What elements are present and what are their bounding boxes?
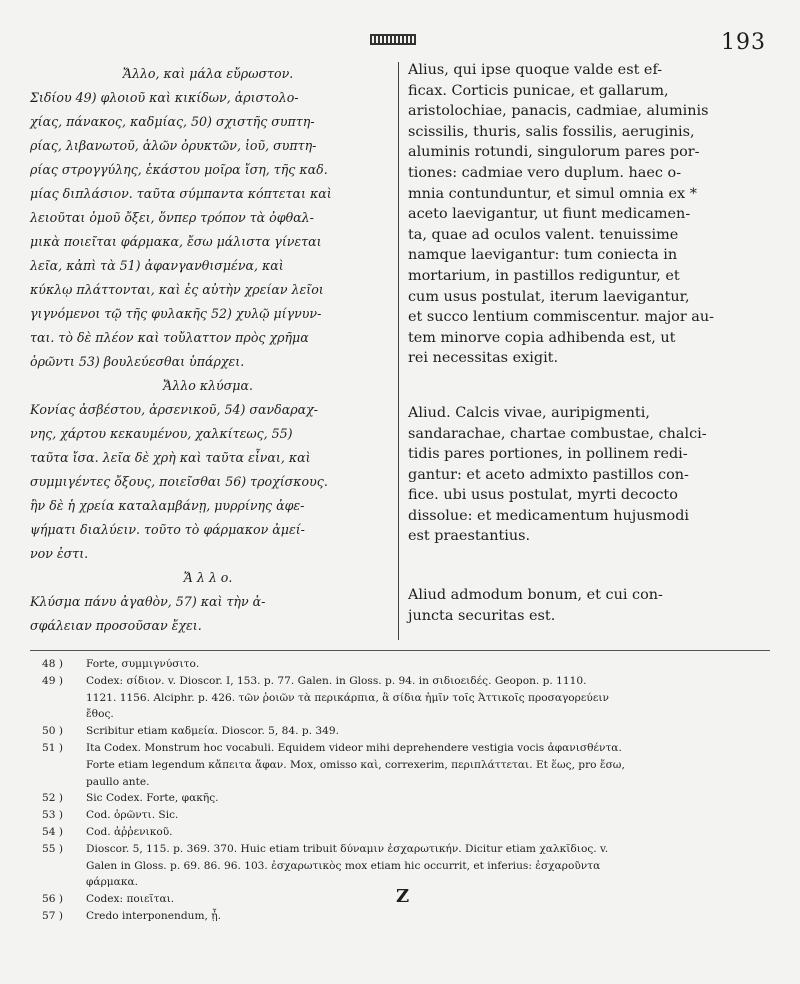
footnote-line: Forte, συμμιγνύσιτο. <box>86 658 200 670</box>
latin-section3-body <box>408 585 770 626</box>
greek-line: μικὰ ποιεῖται φάρμακα, ἔσω μάλιστα γίνεται <box>30 234 322 249</box>
latin-line: scissilis, thuris, salis fossilis, aeruginis, <box>408 123 695 140</box>
footnote-text <box>86 656 777 673</box>
greek-line: σφάλειαν προσοῦσαν ἔχει. <box>30 618 202 633</box>
column-divider <box>398 62 399 640</box>
footnote <box>42 790 777 807</box>
latin-line: aristolochiae, panacis, cadmiae, aluminis <box>408 103 709 120</box>
header-ornament <box>370 34 416 45</box>
footnote <box>42 891 777 908</box>
greek-line: ρίας, λιβανωτοῦ, ἁλῶν ὀρυκτῶν, ἰοῦ, συπτη- <box>30 138 317 153</box>
footnote-number: 54 ) <box>42 825 63 838</box>
greek-line: ται. τὸ δὲ πλέον καὶ τοὔλαττον πρὸς χρῆμα <box>30 330 309 345</box>
latin-line: gantur: et aceto admixto pastillos con- <box>408 466 689 483</box>
greek-line: λεῖα, κἀπὶ τὰ 51) ἀφανγανθισμένα, καὶ <box>30 258 284 273</box>
footnote-text <box>86 824 777 841</box>
footnote-line: 1121. 1156. Alciphr. p. 426. τῶν ῥοιῶν τὰ περικάρπια, ἃ σίδια ἡμῖν τοῖς Ἀττικοῖς προσαγορεύειν <box>86 691 609 704</box>
latin-line: dissolue: et medicamentum hujusmodi <box>408 507 690 524</box>
greek-line: ὁρῶντι 53) βουλεύεσθαι ὑπάρχει. <box>30 354 245 369</box>
footnote <box>42 841 777 891</box>
footnote-number: 49 ) <box>42 674 63 687</box>
greek-section2-body <box>30 398 386 566</box>
latin-line: ta, quae ad oculos valent. tenuissime <box>408 226 679 243</box>
latin-line: mortarium, in pastillos rediguntur, et <box>408 267 680 284</box>
latin-line: Alius, qui ipse quoque valde est ef- <box>408 62 663 78</box>
latin-line: sandarachae, chartae combustae, chalci- <box>408 425 707 442</box>
latin-section1-body <box>408 60 770 369</box>
latin-line: et succo lentium commiscentur. major au- <box>408 309 715 326</box>
footnote-line: Ita Codex. Monstrum hoc vocabuli. Equidem videor mihi deprehendere vestigia vocis ἀφανισθέντα. <box>86 741 622 754</box>
greek-section1-title: Ἄλλο, καὶ μάλα εὔρωστον. <box>122 66 294 81</box>
footnote-text <box>86 673 777 723</box>
footnote-line: Galen in Gloss. p. 69. 86. 96. 103. ἐσχαρωτικὸς mox etiam hic occurrit, et inferius: ἐσχαροῦντα <box>86 859 601 872</box>
footnote <box>42 740 777 790</box>
footnote-text <box>86 841 777 891</box>
footnote <box>42 673 777 723</box>
footnote-line: paullo ante. <box>86 775 150 788</box>
greek-line: Κονίας ἀσβέστου, ἀρσενικοῦ, 54) σανδαραχ- <box>30 402 319 417</box>
footnote <box>42 824 777 841</box>
signature-mark: Z <box>396 886 410 907</box>
latin-line: rei necessitas exigit. <box>408 350 559 367</box>
latin-line: aceto laevigantur, ut fiunt medicamen- <box>408 206 691 223</box>
latin-line: est praestantius. <box>408 528 531 545</box>
greek-line: γιγνόμενοι τῷ τῆς φυλακῆς 52) χυλῷ μίγνυν- <box>30 306 322 321</box>
footnote <box>42 723 777 740</box>
latin-section2-body <box>408 403 770 547</box>
greek-section3-body <box>30 590 386 638</box>
greek-line: ταῦτα ἴσα. λεῖα δὲ χρὴ καὶ ταῦτα εἶναι, καὶ <box>30 450 311 465</box>
footnote-line: Codex: ποιεῖται. <box>86 893 175 906</box>
footnotes <box>42 656 777 925</box>
footnote-line: Credo interponendum, ᾖ. <box>86 909 221 922</box>
latin-line: mnia contunduntur, et simul omnia ex * <box>408 185 697 202</box>
greek-line: συμμιγέντες ὄξους, ποιεῖσθαι 56) τροχίσκους. <box>30 474 328 489</box>
footnote-text <box>86 723 777 740</box>
footnote-line: Dioscor. 5, 115. p. 369. 370. Huic etiam tribuit δύναμιν ἐσχαρωτικήν. Dicitur etiam χαλκῖδιος. v. <box>86 842 609 855</box>
footnote <box>42 656 777 673</box>
footnote-number: 57 ) <box>42 909 63 922</box>
footnote-number: 53 ) <box>42 809 63 822</box>
latin-line: tiones: cadmiae vero duplum. haec o- <box>408 164 682 181</box>
greek-line: ρίας στρογγύλης, ἑκάστου μοῖρα ἴση, τῆς καδ. <box>30 162 328 177</box>
footnote-number: 55 ) <box>42 842 63 855</box>
greek-line: Σιδίου 49) φλοιοῦ καὶ κικίδων, ἀριστολο- <box>30 90 299 105</box>
greek-line: κύκλῳ πλάττονται, καὶ ἐς αὐτὴν χρείαν λεῖοι <box>30 282 324 297</box>
footnote-text <box>86 807 777 824</box>
latin-line: ficax. Corticis punicae, et gallarum, <box>408 82 669 99</box>
footnote-rule <box>30 650 770 651</box>
footnote-line: Forte etiam legendum κἄπειτα ἄφαν. Mox, omisso καὶ, correxerim, περιπλάττεται. Et ἕως, pro ἔσω, <box>86 758 625 771</box>
latin-line: namque laevigantur: tum coniecta in <box>408 247 678 264</box>
greek-line: νον ἐστι. <box>30 546 89 561</box>
greek-line: ψήματι διαλύειν. τοῦτο τὸ φάρμακον ἀμεί- <box>30 522 305 537</box>
greek-section2-title: Ἄλλο κλύσμα. <box>163 378 253 393</box>
latin-line: fice. ubi usus postulat, myrti decocto <box>408 487 678 504</box>
latin-column <box>408 60 770 626</box>
latin-line: juncta securitas est. <box>408 607 556 624</box>
footnote-number: 48 ) <box>42 658 63 670</box>
latin-line: Aliud admodum bonum, et cui con- <box>408 587 663 604</box>
footnote-text <box>86 908 777 925</box>
greek-line: ἢν δὲ ἡ χρεία καταλαμβάνῃ, μυρρίνης ἀφε- <box>30 498 305 513</box>
footnote-number: 52 ) <box>42 792 63 805</box>
footnote-number: 56 ) <box>42 893 63 906</box>
footnote-line: Cod. ἀῤῥενικοῦ. <box>86 825 173 838</box>
footnote-line: ἔθος. <box>86 708 114 721</box>
greek-line: χίας, πάνακος, καδμίας, 50) σχιστῆς συπτη- <box>30 114 315 129</box>
footnote-line: Codex: σίδιον. v. Dioscor. I, 153. p. 77. Galen. in Gloss. p. 94. in σιδιοειδές. Geopon. p. 1110. <box>86 674 587 687</box>
greek-section3-title: Ἄ λ λ ο. <box>183 570 233 585</box>
page-number: 193 <box>721 30 766 55</box>
footnote-text <box>86 740 777 790</box>
latin-line: Aliud. Calcis vivae, auripigmenti, <box>408 404 650 421</box>
footnote-line: Cod. ὁρῶντι. Sic. <box>86 809 179 822</box>
footnote <box>42 807 777 824</box>
footnote-line: Sic Codex. Forte, φακῆς. <box>86 792 219 805</box>
greek-column <box>30 62 386 638</box>
greek-line: Κλύσμα πάνυ ἀγαθὸν, 57) καὶ τὴν ἀ- <box>30 594 266 609</box>
greek-line: λειοῦται ὁμοῦ ὄξει, ὅνπερ τρόπον τὰ ὀφθαλ- <box>30 210 314 225</box>
latin-line: tem minorve copia adhibenda est, ut <box>408 329 676 346</box>
footnote-line: Scribitur etiam καδμεία. Dioscor. 5, 84. p. 349. <box>86 725 339 738</box>
footnote-text <box>86 790 777 807</box>
greek-line: μίας διπλάσιον. ταῦτα σύμπαντα κόπτεται καὶ <box>30 186 332 201</box>
latin-line: tidis pares portiones, in pollinem redi- <box>408 446 688 463</box>
footnote-text <box>86 891 777 908</box>
latin-line: aluminis rotundi, singulorum pares por- <box>408 144 700 161</box>
footnote <box>42 908 777 925</box>
footnote-number: 51 ) <box>42 741 63 754</box>
footnote-number: 50 ) <box>42 725 63 738</box>
greek-section1-body <box>30 86 386 374</box>
footnote-line: φάρμακα. <box>86 876 138 889</box>
greek-line: νης, χάρτου κεκαυμένου, χαλκίτεως, 55) <box>30 426 293 441</box>
latin-line: cum usus postulat, iterum laevigantur, <box>408 288 690 305</box>
